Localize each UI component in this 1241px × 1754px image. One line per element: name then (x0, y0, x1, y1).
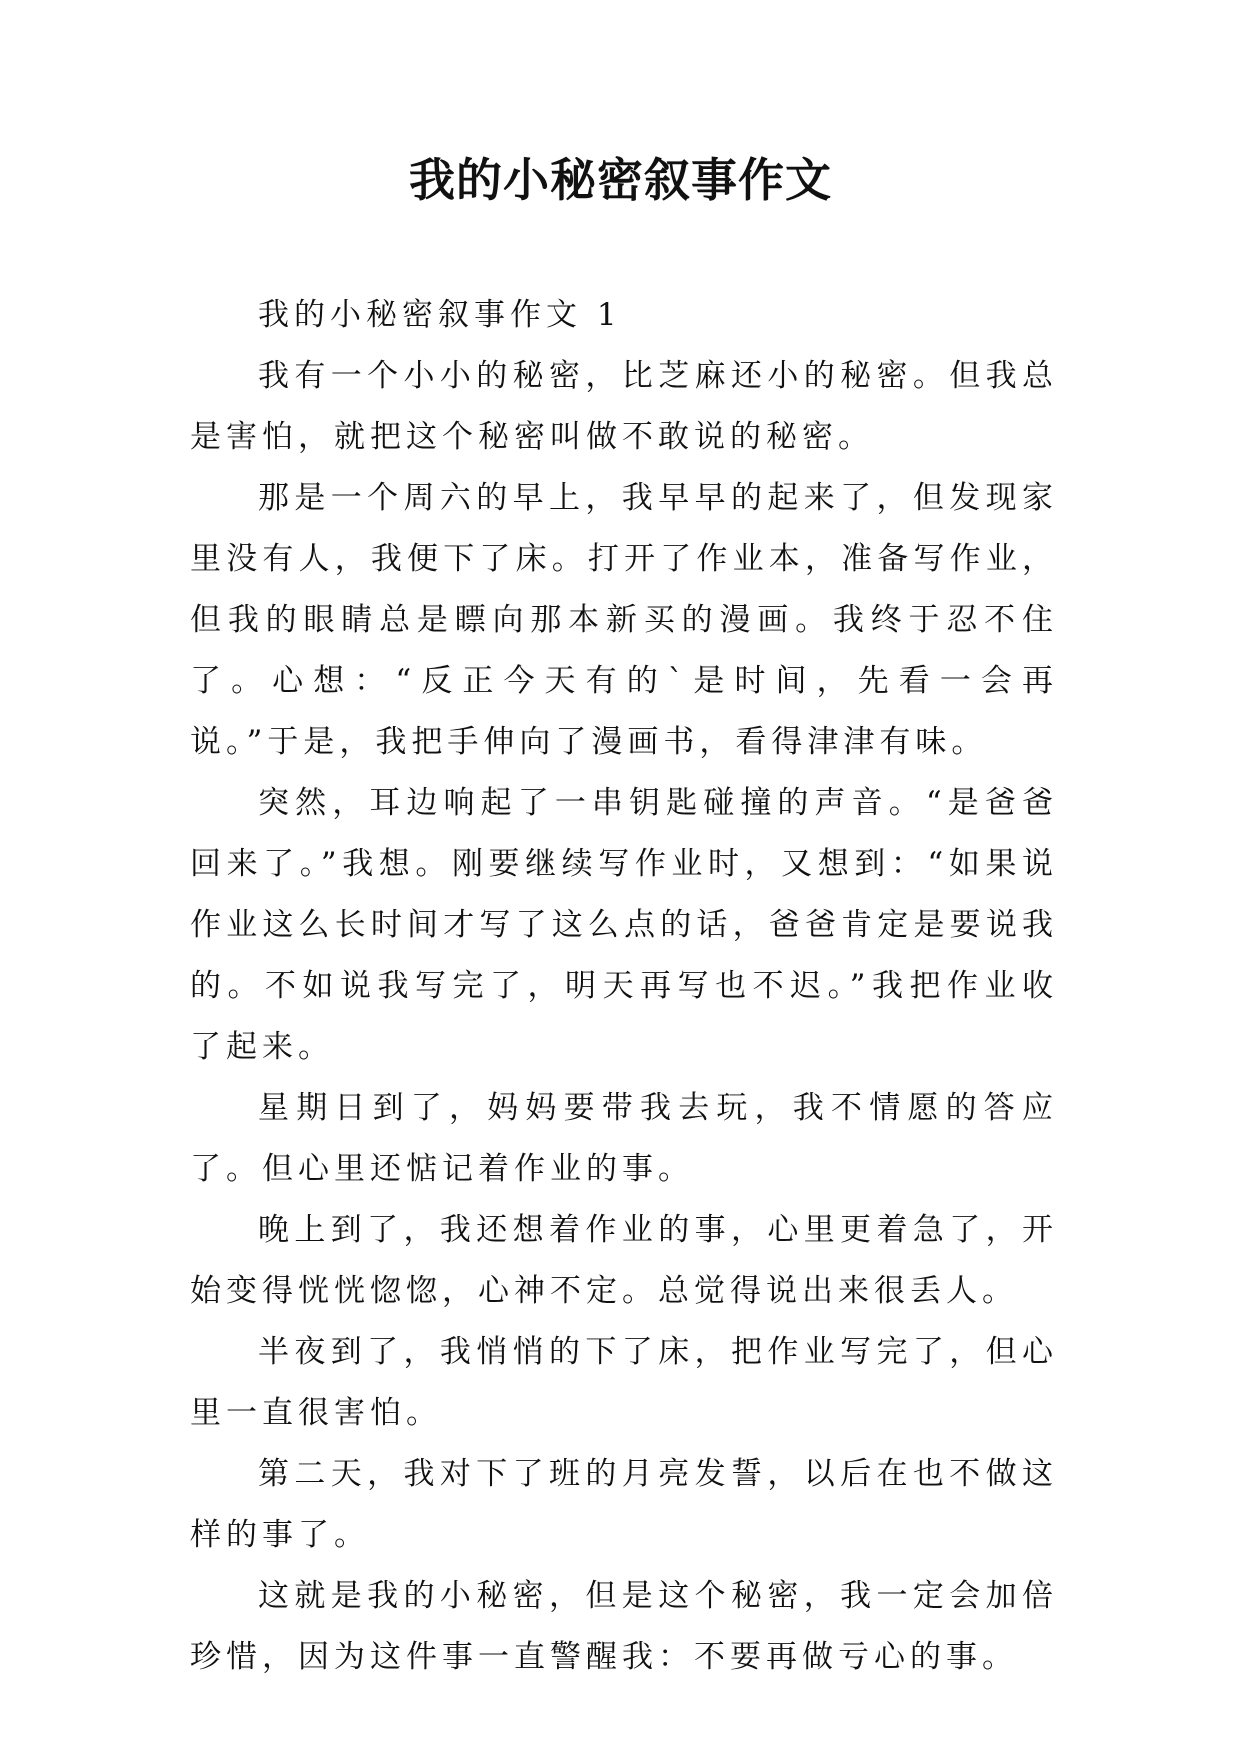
section-heading: 我的小秘密叙事作文 1 (258, 297, 622, 333)
document-body (190, 285, 1058, 1688)
paragraph-6: 半夜到了，我悄悄的下了床，把作业写完了，但心里一直很害怕。 (190, 1334, 1058, 1431)
paragraph-3: 突然，耳边响起了一串钥匙碰撞的声音。“是爸爸回来了。”我想。刚要继续写作业时，又想到：“如果说作业这么长时间才写了这么点的话，爸爸肯定是要说我的。不如说我写完了，明天再写也不迟。”我把作业收了起来。 (190, 785, 1058, 1065)
document-title: 我的小秘密叙事作文 (409, 153, 832, 207)
paragraph-2: 那是一个周六的早上，我早早的起来了，但发现家里没有人，我便下了床。打开了作业本，准备写作业，但我的眼睛总是瞟向那本新买的漫画。我终于忍不住了。心想：“反正今天有的`是时间，先看一会再说。”于是，我把手伸向了漫画书，看得津津有味。 (190, 480, 1058, 760)
paragraph-4: 星期日到了，妈妈要带我去玩，我不情愿的答应了。但心里还惦记着作业的事。 (190, 1090, 1058, 1187)
paragraph-5: 晚上到了，我还想着作业的事，心里更着急了，开始变得恍恍惚惚，心神不定。总觉得说出来很丢人。 (190, 1212, 1058, 1309)
paragraph-8: 这就是我的小秘密，但是这个秘密，我一定会加倍珍惜，因为这件事一直警醒我：不要再做亏心的事。 (190, 1578, 1058, 1675)
paragraph-7: 第二天，我对下了班的月亮发誓，以后在也不做这样的事了。 (190, 1456, 1058, 1553)
paragraph-1: 我有一个小小的秘密，比芝麻还小的秘密。但我总是害怕，就把这个秘密叫做不敢说的秘密。 (190, 358, 1058, 455)
